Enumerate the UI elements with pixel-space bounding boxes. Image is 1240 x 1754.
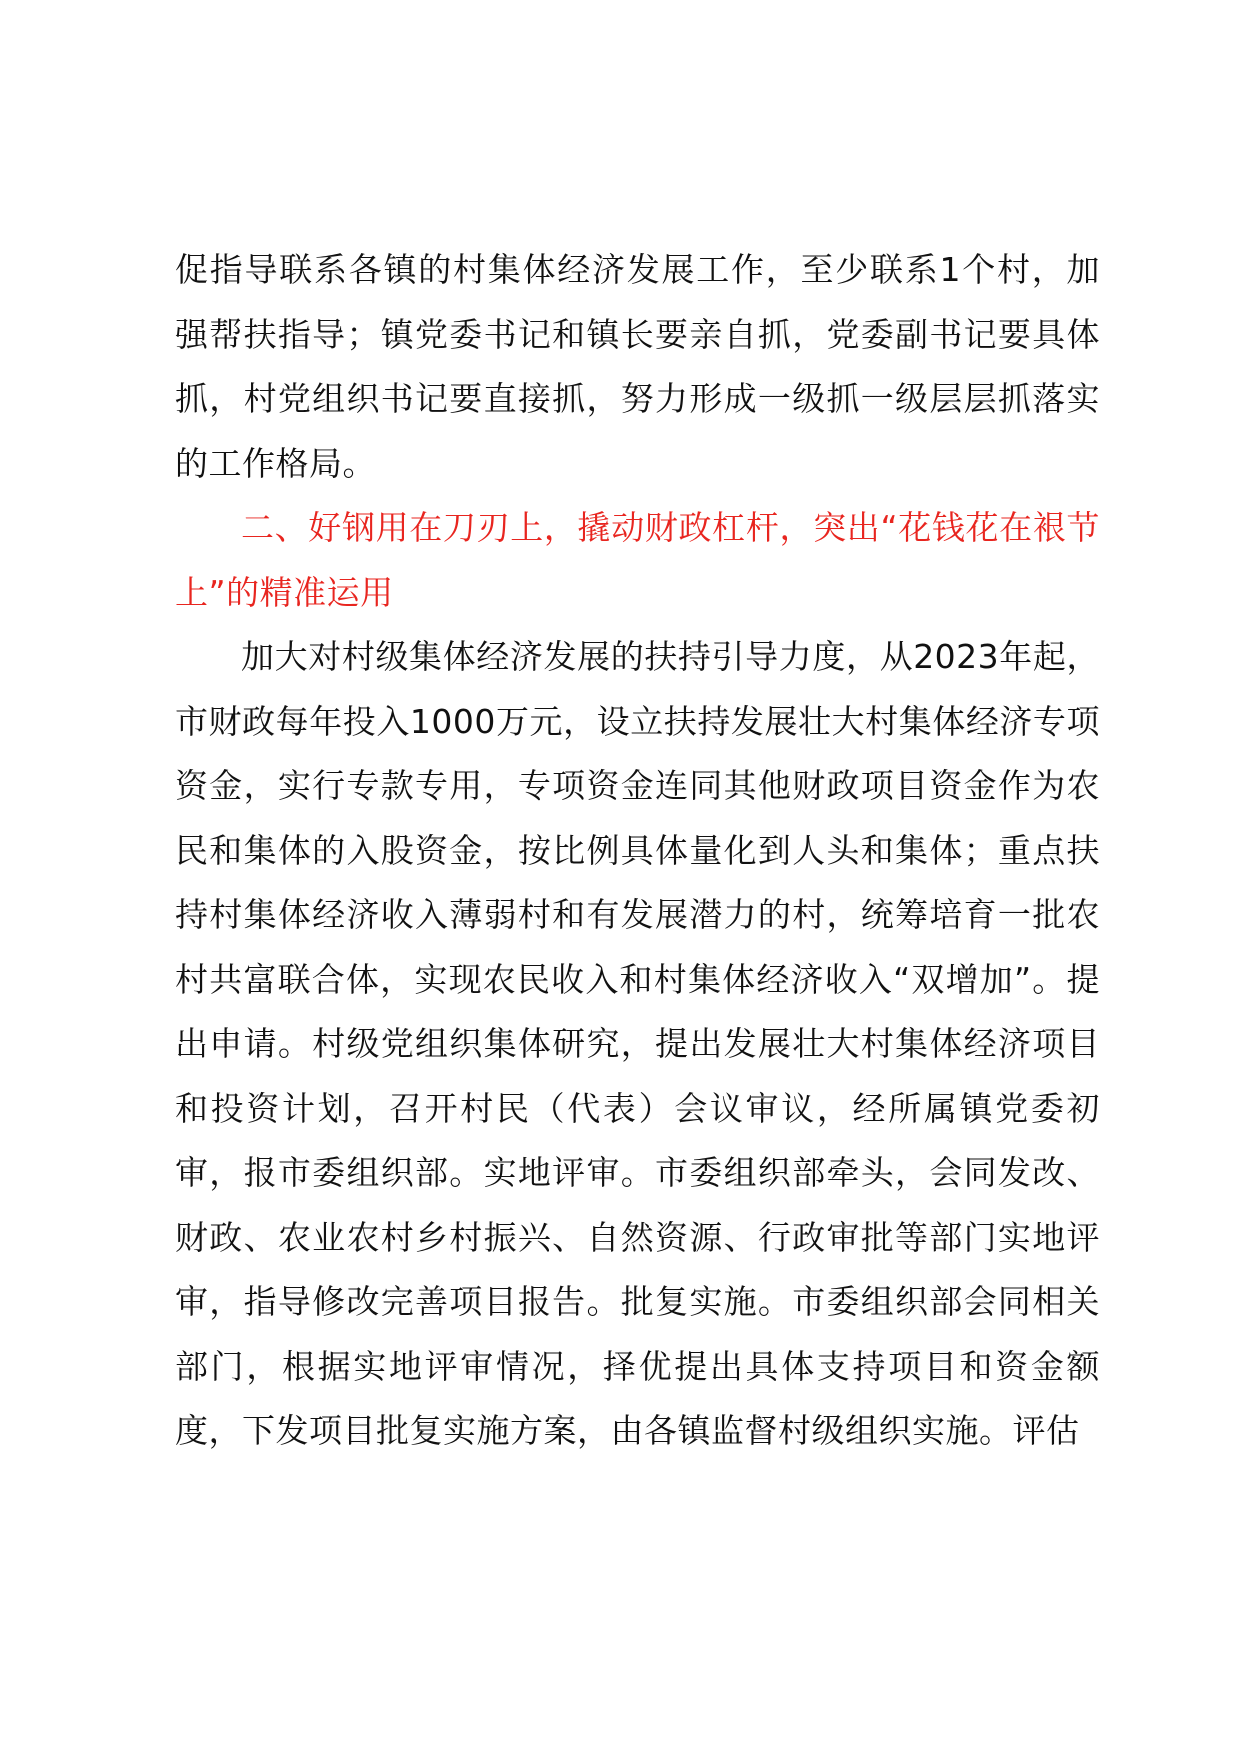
paragraph-leadership-responsibility: 促指导联系各镇的村集体经济发展工作，至少联系1个村，加强帮扶指导；镇党委书记和镇长要亲自抓，党委副书记要具体抓，村党组织书记要直接抓，努力形成一级抓一级层层抓落实的工作格局。 xyxy=(175,250,1100,483)
section-heading-fiscal-leverage: 二、好钢用在刀刃上，撬动财政杠杆，突出“花钱花在裉节上”的精准运用 xyxy=(175,508,1100,612)
paragraph-special-fund-procedure: 加大对村级集体经济发展的扶持引导力度，从2023年起，市财政每年投入1000万元，设立扶持发展壮大村集体经济专项资金，实行专款专用，专项资金连同其他财政项目资金作为农民和集体的入股资金，按比例具体量化到人头和集体；重点扶持村集体经济收入薄弱村和有发展潜力的村，统筹培育一批农村共富联合体，实现农民收入和村集体经济收入“双增加”。提出申请。村级党组织集体研究，提出发展壮大村集体经济项目和投资计划，召开村民（代表）会议审议，经所属镇党委初审，报市委组织部。实地评审。市委组织部牵头，会同发改、财政、农业农村乡村振兴、自然资源、行政审批等部门实地评审，指导修改完善项目报告。批复实施。市委组织部会同相关部门，根据实地评审情况，择优提出具体支持项目和资金额度，下发项目批复实施方案，由各镇监督村级组织实施。评估 xyxy=(175,637,1100,1450)
document-body xyxy=(175,238,1100,1464)
